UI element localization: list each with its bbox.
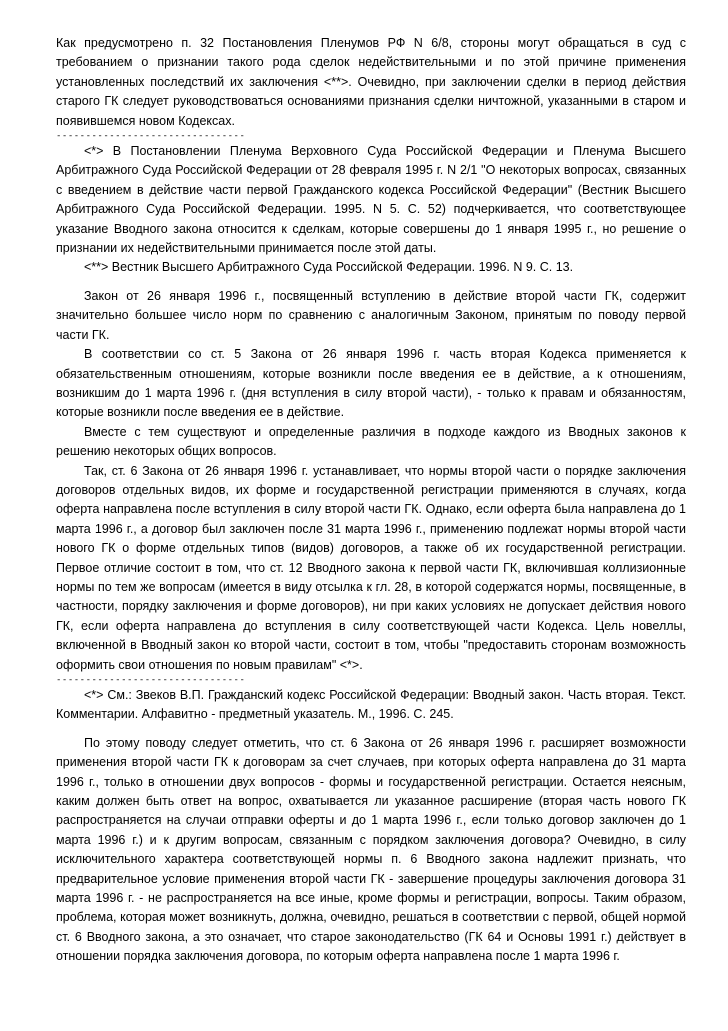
paragraph: Вместе с тем существуют и определенные различия в подходе каждого из Вводных законов к решению некоторых общих вопросов. <box>56 424 686 459</box>
footnote-separator: -------------------------------- <box>56 131 246 142</box>
paragraph: В соответствии со ст. 5 Закона от 26 января 1996 г. часть вторая Кодекса применяется к обязательственным отношениям, которые возникли после введения ее в действие, а к отношениям, возникшим до 1 марта 1996 г. (дня вступления в силу второй части), - только к правам и обязанностям, которые возникли после введения ее в действие. <box>56 347 686 420</box>
paragraph: Закон от 26 января 1996 г., посвященный вступлению в действие второй части ГК, содержит значительно большее число норм по сравнению с аналогичным Законом, принятым по поводу первой части ГК. <box>56 288 686 342</box>
footnote: <*> В Постановлении Пленума Верховного Суда Российской Федерации и Пленума Высшего Арбитражного Суда Российской Федерации от 28 февраля 1995 г. N 2/1 "О некоторых вопросах, связанных с введением в действие части первой Гражданского кодекса Российской Федерации" (Вестник Высшего Арбитражного Суда Российской Федерации. 1995. N 5. С. 52) подчеркивается, что соответствующее указание Вводного закона относится к сделкам, которые совершены до 1 января 1995 г., но решение о признании их недействительными принимается после этой даты. <box>56 144 686 256</box>
footnote-separator: -------------------------------- <box>56 675 246 685</box>
paragraph: По этому поводу следует отметить, что ст. 6 Закона от 26 января 1996 г. расширяет возможности применения второй части ГК к договорам за счет случаев, при которых оферта направлена до 31 марта 1996 г., только в отношении двух вопросов - формы и государственной регистрации. Остается неясным, каким должен быть ответ на вопрос, охватывается ли указанное расширение (вторая часть нового ГК распространяется на случаи отправки оферты и до 1 марта 1996 г., если только договор заключен до 1 марта 1996 г.) и к другим вопросам, связанным с порядком заключения договора? Очевидно, в силу исключительного характера соответствующей нормы п. 6 Вводного закона надлежит признать, что предварительное условие применения второй части ГК - завершение процедуры заключения договора 31 марта 1996 г. - не распространяется на все иные, кроме формы и регистрации, вопросы. Таким образом, проблема, которая может возникнуть, должна, очевидно, решаться в соответствии с первой, общей нормой ст. 6 Вводного закона, а это означает, что старое законодательство (ГК 64 и Основы 1991 г.) действует в отношении порядка заключения договора, по которым оферта направлена после 1 марта 1996 г. <box>56 735 686 964</box>
paragraph: Как предусмотрено п. 32 Постановления Пленумов РФ N 6/8, стороны могут обращаться в суд с требованием о признании такого рода сделок недействительными и по этой причине применения установленных последствий их заключения <**>. Очевидно, при заключении сделки в период действия старого ГК следует руководствоваться основаниями признания сделки ничтожной, указанными в старом и появившемся новом Кодексах. <box>56 36 686 128</box>
paragraph: Так, ст. 6 Закона от 26 января 1996 г. устанавливает, что нормы второй части о порядке заключения договоров отдельных видов, их форме и государственной регистрации применяются в случаях, когда оферта направлена после вступления в силу второй части ГК. Однако, если оферта была направлена до 1 марта 1996 г., а договор был заключен после 31 марта 1996 г., применению подлежат нормы второй части нового ГК о форме отдельных типов (видов) договоров, а также об их государственной регистрации. Первое отличие состоит в том, что ст. 12 Вводного закона к первой части ГК, включившая коллизионные нормы по тем же вопросам (имеется в виду отсылка к гл. 28, в которой содержатся нормы, посвященные, в частности, порядку заключения и форме договоров), ни при каких условиях не допускает действия нового ГК, если оферта направлена до вступления в силу соответствующей части Кодекса. Цель новеллы, включенной в Вводный закон ко второй части, состоит в том, чтобы "предоставить сторонам возможность оформить свои отношения по новым правилам" <*>. <box>56 463 686 672</box>
document-page <box>56 34 686 967</box>
footnote: <**> Вестник Высшего Арбитражного Суда Российской Федерации. 1996. N 9. С. 13. <box>84 260 574 275</box>
footnote: <*> См.: Звеков В.П. Гражданский кодекс Российской Федерации: Вводный закон. Часть вторая. Текст. Комментарии. Алфавитно - предметный указатель. М., 1996. С. 245. <box>56 688 686 722</box>
